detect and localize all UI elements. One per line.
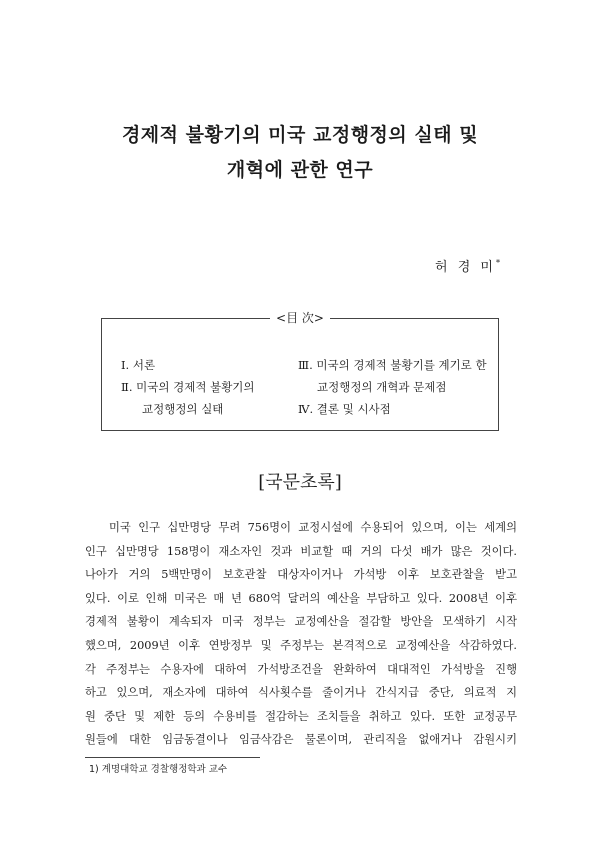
paper-title-line-1: 경제적 불황기의 미국 교정행정의 실태 및 [121,124,479,146]
footnote-divider [85,757,260,758]
abstract-line-8: 하고 있으며, 재소자에 대하여 식사횟수를 줄이거나 간식지급 중단, 의료적 지 [85,686,517,700]
paper-title-line-2: 개혁에 관한 연구 [226,159,374,181]
toc-heading-text: <目 次> [270,311,330,325]
abstract-line-5: 경제적 불황이 계속되자 미국 정부는 교정예산을 절감할 방안을 모색하기 시작 [85,615,517,629]
abstract-paragraph [85,516,517,752]
abstract-line-2: 인구 십만명당 158명이 재소자인 것과 비교할 때 거의 다섯 배가 많은 것이다. [85,544,517,558]
toc-item-1: Ⅰ. 서론 [121,358,156,372]
abstract-line-6: 했으며, 2009년 이후 연방정부 및 주정부는 본격적으로 교정예산을 삭감하였다. [85,638,517,652]
author-footnote-mark: * [496,258,500,268]
author-name: 허 경 미 [435,260,496,275]
abstract-line-9: 원 중단 및 제한 등의 수용비를 절감하는 조치들을 취하고 있다. 또한 교정공무 [85,709,517,723]
abstract-line-3: 나아가 거의 5백만명이 보호관찰 대상자이거나 가석방 이후 보호관찰을 받고 [85,568,517,582]
abstract-line-7: 각 주정부는 수용자에 대하여 가석방조건을 완화하여 대대적인 가석방을 진행 [85,662,517,676]
abstract-title: [국문초록] [258,472,342,493]
abstract-line-10: 원들에 대한 임금동결이나 임금삭감은 물론이며, 관리직을 없애거나 감원시키 [85,733,517,747]
toc-item-2-cont: 교정행정의 실태 [142,402,224,416]
abstract-line-4: 있다. 이로 인해 미국은 매 년 680억 달러의 예산을 부담하고 있다. 2008년 이후 [85,591,517,605]
abstract-line-1: 미국 인구 십만명당 무려 756명이 교정시설에 수용되어 있으며, 이는 세계의 [109,521,517,534]
toc-item-2: Ⅱ. 미국의 경제적 불황기의 [121,380,255,394]
footnote: 1) 계명대학교 경찰행정학과 교수 [89,764,228,775]
toc-item-4: Ⅳ. 결론 및 시사점 [298,402,391,416]
toc-item-3: Ⅲ. 미국의 경제적 불황기를 계기로 한 [298,358,487,372]
toc-heading [0,310,600,326]
toc-item-3-cont: 교정행정의 개혁과 문제점 [317,380,447,394]
author [435,256,500,275]
